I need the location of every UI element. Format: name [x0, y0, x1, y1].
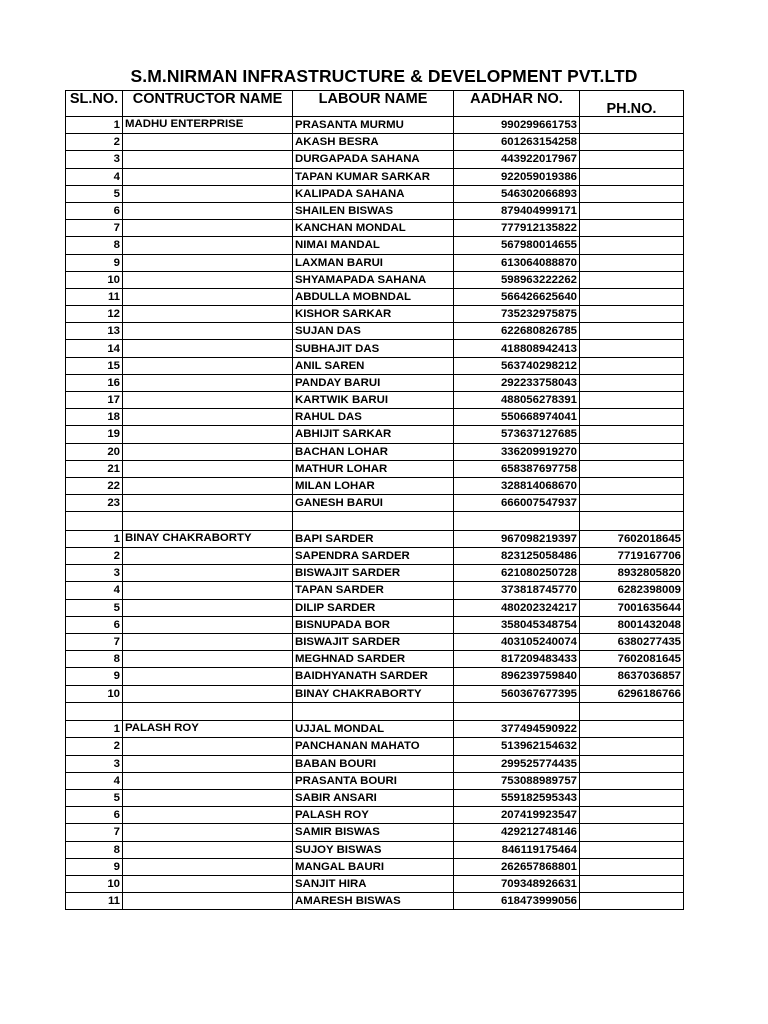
table-row [66, 323, 684, 340]
labour-name-cell: AKASH BESRA [293, 134, 454, 151]
sl-no-cell: 4 [66, 772, 123, 789]
phone-cell [580, 220, 684, 237]
labour-name-cell: SUJAN DAS [293, 323, 454, 340]
empty-cell [123, 702, 293, 721]
labour-name-cell: BAIDHYANATH SARDER [293, 668, 454, 685]
phone-cell [580, 168, 684, 185]
aadhar-cell: 207419923547 [454, 807, 580, 824]
sl-no-cell: 4 [66, 582, 123, 599]
sl-no-cell: 19 [66, 426, 123, 443]
labour-name-cell: MATHUR LOHAR [293, 460, 454, 477]
phone-cell [580, 134, 684, 151]
labour-name-cell: BAPI SARDER [293, 530, 454, 547]
phone-cell [580, 271, 684, 288]
labour-name-cell: MANGAL BAURI [293, 858, 454, 875]
table-row [66, 582, 684, 599]
labour-name-cell: BISWAJIT SARDER [293, 565, 454, 582]
phone-cell [580, 772, 684, 789]
labour-name-cell: BISWAJIT SARDER [293, 633, 454, 650]
aadhar-cell: 358045348754 [454, 616, 580, 633]
aadhar-cell: 377494590922 [454, 721, 580, 738]
phone-cell [580, 893, 684, 910]
labour-name-cell: RAHUL DAS [293, 409, 454, 426]
labour-name-cell: BINAY CHAKRABORTY [293, 685, 454, 702]
contractor-cell [123, 374, 293, 391]
contractor-cell [123, 392, 293, 409]
contractor-cell [123, 841, 293, 858]
aadhar-cell: 823125058486 [454, 548, 580, 565]
phone-cell [580, 841, 684, 858]
aadhar-cell: 601263154258 [454, 134, 580, 151]
labour-name-cell: PANCHANAN MAHATO [293, 738, 454, 755]
contractor-cell [123, 477, 293, 494]
contractor-cell [123, 772, 293, 789]
aadhar-cell: 563740298212 [454, 357, 580, 374]
contractor-cell [123, 633, 293, 650]
labour-name-cell: PRASANTA BOURI [293, 772, 454, 789]
sl-no-cell: 1 [66, 721, 123, 738]
table-row [66, 495, 684, 512]
aadhar-cell: 817209483433 [454, 651, 580, 668]
labour-name-cell: KISHOR SARKAR [293, 306, 454, 323]
aadhar-cell: 567980014655 [454, 237, 580, 254]
table-row [66, 151, 684, 168]
contractor-cell [123, 357, 293, 374]
labour-name-cell: TAPAN SARDER [293, 582, 454, 599]
phone-cell [580, 340, 684, 357]
table-row [66, 202, 684, 219]
table-row [66, 858, 684, 875]
table-row [66, 824, 684, 841]
contractor-cell [123, 306, 293, 323]
phone-cell [580, 323, 684, 340]
table-row [66, 668, 684, 685]
labour-name-cell: ANIL SAREN [293, 357, 454, 374]
sl-no-cell: 9 [66, 858, 123, 875]
phone-cell [580, 738, 684, 755]
contractor-cell [123, 858, 293, 875]
labour-name-cell: BISNUPADA BOR [293, 616, 454, 633]
labour-name-cell: PRASANTA MURMU [293, 117, 454, 134]
contractor-cell [123, 340, 293, 357]
aadhar-cell: 550668974041 [454, 409, 580, 426]
sl-no-cell: 1 [66, 117, 123, 134]
aadhar-cell: 967098219397 [454, 530, 580, 547]
phone-cell [580, 357, 684, 374]
contractor-cell [123, 789, 293, 806]
table-row [66, 893, 684, 910]
aadhar-cell: 709348926631 [454, 875, 580, 892]
aadhar-cell: 990299661753 [454, 117, 580, 134]
sl-no-cell: 14 [66, 340, 123, 357]
phone-cell [580, 477, 684, 494]
contractor-cell [123, 202, 293, 219]
table-row [66, 220, 684, 237]
sl-no-cell: 8 [66, 651, 123, 668]
labour-name-cell: SAPENDRA SARDER [293, 548, 454, 565]
sl-no-cell: 8 [66, 237, 123, 254]
phone-cell [580, 409, 684, 426]
labour-name-cell: KALIPADA SAHANA [293, 185, 454, 202]
contractor-cell [123, 685, 293, 702]
contractor-cell [123, 548, 293, 565]
aadhar-cell: 573637127685 [454, 426, 580, 443]
phone-cell [580, 151, 684, 168]
aadhar-cell: 621080250728 [454, 565, 580, 582]
sl-no-cell: 21 [66, 460, 123, 477]
labour-name-cell: MEGHNAD SARDER [293, 651, 454, 668]
labour-name-cell: SUJOY BISWAS [293, 841, 454, 858]
aadhar-cell: 598963222262 [454, 271, 580, 288]
table-row [66, 443, 684, 460]
sl-no-cell: 2 [66, 738, 123, 755]
table-row [66, 477, 684, 494]
table-row [66, 789, 684, 806]
contractor-cell [123, 288, 293, 305]
header-aadhar-no: AADHAR NO. [454, 91, 580, 117]
phone-cell [580, 495, 684, 512]
table-row [66, 306, 684, 323]
contractor-cell [123, 807, 293, 824]
labour-name-cell: AMARESH BISWAS [293, 893, 454, 910]
sl-no-cell: 11 [66, 288, 123, 305]
table-row [66, 755, 684, 772]
empty-cell [66, 512, 123, 531]
phone-cell [580, 374, 684, 391]
sl-no-cell: 7 [66, 633, 123, 650]
labour-name-cell: SHAILEN BISWAS [293, 202, 454, 219]
sl-no-cell: 2 [66, 548, 123, 565]
phone-cell [580, 288, 684, 305]
contractor-cell [123, 323, 293, 340]
contractor-cell [123, 237, 293, 254]
sl-no-cell: 5 [66, 185, 123, 202]
contractor-cell [123, 185, 293, 202]
aadhar-cell: 480202324217 [454, 599, 580, 616]
table-row [66, 807, 684, 824]
labour-name-cell: SUBHAJIT DAS [293, 340, 454, 357]
empty-cell [454, 512, 580, 531]
phone-cell [580, 185, 684, 202]
contractor-cell [123, 271, 293, 288]
contractor-cell [123, 220, 293, 237]
document-title: S.M.NIRMAN INFRASTRUCTURE & DEVELOPMENT PVT.LTD [130, 66, 638, 86]
sl-no-cell: 22 [66, 477, 123, 494]
sl-no-cell: 7 [66, 220, 123, 237]
phone-cell: 6296186766 [580, 685, 684, 702]
table-row [66, 168, 684, 185]
sl-no-cell: 10 [66, 875, 123, 892]
phone-cell [580, 875, 684, 892]
labour-name-cell: MILAN LOHAR [293, 477, 454, 494]
sl-no-cell: 8 [66, 841, 123, 858]
sl-no-cell: 3 [66, 565, 123, 582]
phone-cell: 6380277435 [580, 633, 684, 650]
phone-cell [580, 824, 684, 841]
labour-name-cell: SAMIR BISWAS [293, 824, 454, 841]
aadhar-cell: 403105240074 [454, 633, 580, 650]
aadhar-cell: 613064088870 [454, 254, 580, 271]
phone-cell: 7602081645 [580, 651, 684, 668]
contractor-cell [123, 134, 293, 151]
header-contractor-name: CONTRUCTOR NAME [123, 91, 293, 117]
table-row [66, 530, 684, 547]
phone-cell [580, 306, 684, 323]
contractor-cell [123, 443, 293, 460]
table-row [66, 616, 684, 633]
empty-cell [293, 702, 454, 721]
labour-name-cell: KANCHAN MONDAL [293, 220, 454, 237]
aadhar-cell: 735232975875 [454, 306, 580, 323]
aadhar-cell: 429212748146 [454, 824, 580, 841]
table-row [66, 237, 684, 254]
table-row [66, 288, 684, 305]
sl-no-cell: 1 [66, 530, 123, 547]
sl-no-cell: 5 [66, 599, 123, 616]
table-row [66, 340, 684, 357]
sl-no-cell: 3 [66, 151, 123, 168]
phone-cell [580, 443, 684, 460]
aadhar-cell: 373818745770 [454, 582, 580, 599]
empty-cell [454, 702, 580, 721]
aadhar-cell: 560367677395 [454, 685, 580, 702]
sl-no-cell: 23 [66, 495, 123, 512]
aadhar-cell: 922059019386 [454, 168, 580, 185]
contractor-cell [123, 254, 293, 271]
table-row [66, 599, 684, 616]
labour-name-cell: DURGAPADA SAHANA [293, 151, 454, 168]
header-phone-no: PH.NO. [580, 91, 684, 117]
sl-no-cell: 6 [66, 807, 123, 824]
sl-no-cell: 17 [66, 392, 123, 409]
spacer-row [66, 702, 684, 721]
sl-no-cell: 9 [66, 254, 123, 271]
sl-no-cell: 3 [66, 755, 123, 772]
sl-no-cell: 5 [66, 789, 123, 806]
phone-cell [580, 237, 684, 254]
contractor-cell [123, 824, 293, 841]
table-row [66, 548, 684, 565]
labour-name-cell: SABIR ANSARI [293, 789, 454, 806]
phone-cell [580, 117, 684, 134]
labour-name-cell: DILIP SARDER [293, 599, 454, 616]
empty-cell [580, 702, 684, 721]
contractor-cell [123, 651, 293, 668]
sl-no-cell: 10 [66, 685, 123, 702]
phone-cell [580, 460, 684, 477]
sl-no-cell: 7 [66, 824, 123, 841]
sl-no-cell: 10 [66, 271, 123, 288]
table-row [66, 460, 684, 477]
table-row [66, 357, 684, 374]
labour-name-cell: KARTWIK BARUI [293, 392, 454, 409]
contractor-cell: PALASH ROY [123, 721, 293, 738]
phone-cell: 7001635644 [580, 599, 684, 616]
sl-no-cell: 2 [66, 134, 123, 151]
contractor-cell [123, 893, 293, 910]
sl-no-cell: 16 [66, 374, 123, 391]
contractor-cell [123, 460, 293, 477]
contractor-cell [123, 409, 293, 426]
table-row [66, 772, 684, 789]
contractor-cell [123, 168, 293, 185]
table-row [66, 685, 684, 702]
table-row [66, 392, 684, 409]
header-labour-name: LABOUR NAME [293, 91, 454, 117]
phone-cell [580, 807, 684, 824]
contractor-cell [123, 755, 293, 772]
phone-cell: 6282398009 [580, 582, 684, 599]
aadhar-cell: 666007547937 [454, 495, 580, 512]
phone-cell: 8637036857 [580, 668, 684, 685]
phone-cell [580, 755, 684, 772]
phone-cell: 8932805820 [580, 565, 684, 582]
aadhar-cell: 622680826785 [454, 323, 580, 340]
phone-cell [580, 392, 684, 409]
aadhar-cell: 777912135822 [454, 220, 580, 237]
contractor-cell [123, 599, 293, 616]
aadhar-cell: 336209919270 [454, 443, 580, 460]
sl-no-cell: 12 [66, 306, 123, 323]
labour-name-cell: UJJAL MONDAL [293, 721, 454, 738]
aadhar-cell: 618473999056 [454, 893, 580, 910]
table-row [66, 374, 684, 391]
contractor-cell [123, 582, 293, 599]
spacer-row [66, 512, 684, 531]
phone-cell [580, 202, 684, 219]
empty-cell [293, 512, 454, 531]
table-row [66, 271, 684, 288]
phone-cell [580, 426, 684, 443]
table-row [66, 185, 684, 202]
labour-name-cell: ABHIJIT SARKAR [293, 426, 454, 443]
sl-no-cell: 13 [66, 323, 123, 340]
aadhar-cell: 262657868801 [454, 858, 580, 875]
phone-cell [580, 858, 684, 875]
sl-no-cell: 9 [66, 668, 123, 685]
labour-name-cell: SANJIT HIRA [293, 875, 454, 892]
contractor-cell [123, 495, 293, 512]
sl-no-cell: 18 [66, 409, 123, 426]
aadhar-cell: 513962154632 [454, 738, 580, 755]
labour-name-cell: BABAN BOURI [293, 755, 454, 772]
labour-name-cell: ABDULLA MOBNDAL [293, 288, 454, 305]
aadhar-cell: 418808942413 [454, 340, 580, 357]
contractor-cell [123, 668, 293, 685]
aadhar-cell: 328814068670 [454, 477, 580, 494]
table-row [66, 721, 684, 738]
labour-name-cell: BACHAN LOHAR [293, 443, 454, 460]
contractor-cell [123, 875, 293, 892]
contractor-cell [123, 565, 293, 582]
table-row [66, 134, 684, 151]
header-sl-no: SL.NO. [66, 91, 123, 117]
table-row [66, 651, 684, 668]
phone-cell [580, 721, 684, 738]
aadhar-cell: 443922017967 [454, 151, 580, 168]
labour-table [65, 90, 684, 910]
contractor-cell [123, 426, 293, 443]
contractor-cell: MADHU ENTERPRISE [123, 117, 293, 134]
sl-no-cell: 6 [66, 202, 123, 219]
table-body [66, 117, 684, 910]
table-row [66, 841, 684, 858]
sl-no-cell: 4 [66, 168, 123, 185]
aadhar-cell: 546302066893 [454, 185, 580, 202]
table-row [66, 254, 684, 271]
contractor-cell [123, 151, 293, 168]
sl-no-cell: 6 [66, 616, 123, 633]
contractor-cell: BINAY CHAKRABORTY [123, 530, 293, 547]
table-row [66, 875, 684, 892]
aadhar-cell: 879404999171 [454, 202, 580, 219]
table-row [66, 633, 684, 650]
phone-cell: 7602018645 [580, 530, 684, 547]
labour-name-cell: PANDAY BARUI [293, 374, 454, 391]
aadhar-cell: 753088989757 [454, 772, 580, 789]
table-row [66, 738, 684, 755]
contractor-cell [123, 616, 293, 633]
aadhar-cell: 846119175464 [454, 841, 580, 858]
table-row [66, 117, 684, 134]
phone-cell [580, 789, 684, 806]
aadhar-cell: 559182595343 [454, 789, 580, 806]
labour-name-cell: SHYAMAPADA SAHANA [293, 271, 454, 288]
aadhar-cell: 292233758043 [454, 374, 580, 391]
header-row [66, 91, 684, 117]
empty-cell [580, 512, 684, 531]
phone-cell: 8001432048 [580, 616, 684, 633]
aadhar-cell: 488056278391 [454, 392, 580, 409]
empty-cell [123, 512, 293, 531]
sl-no-cell: 20 [66, 443, 123, 460]
contractor-cell [123, 738, 293, 755]
labour-name-cell: LAXMAN BARUI [293, 254, 454, 271]
phone-cell: 7719167706 [580, 548, 684, 565]
phone-cell [580, 254, 684, 271]
sl-no-cell: 11 [66, 893, 123, 910]
aadhar-cell: 658387697758 [454, 460, 580, 477]
table-row [66, 409, 684, 426]
aadhar-cell: 896239759840 [454, 668, 580, 685]
labour-name-cell: GANESH BARUI [293, 495, 454, 512]
table-row [66, 426, 684, 443]
aadhar-cell: 566426625640 [454, 288, 580, 305]
aadhar-cell: 299525774435 [454, 755, 580, 772]
sl-no-cell: 15 [66, 357, 123, 374]
empty-cell [66, 702, 123, 721]
labour-name-cell: NIMAI MANDAL [293, 237, 454, 254]
labour-name-cell: TAPAN KUMAR SARKAR [293, 168, 454, 185]
table-row [66, 565, 684, 582]
labour-name-cell: PALASH ROY [293, 807, 454, 824]
